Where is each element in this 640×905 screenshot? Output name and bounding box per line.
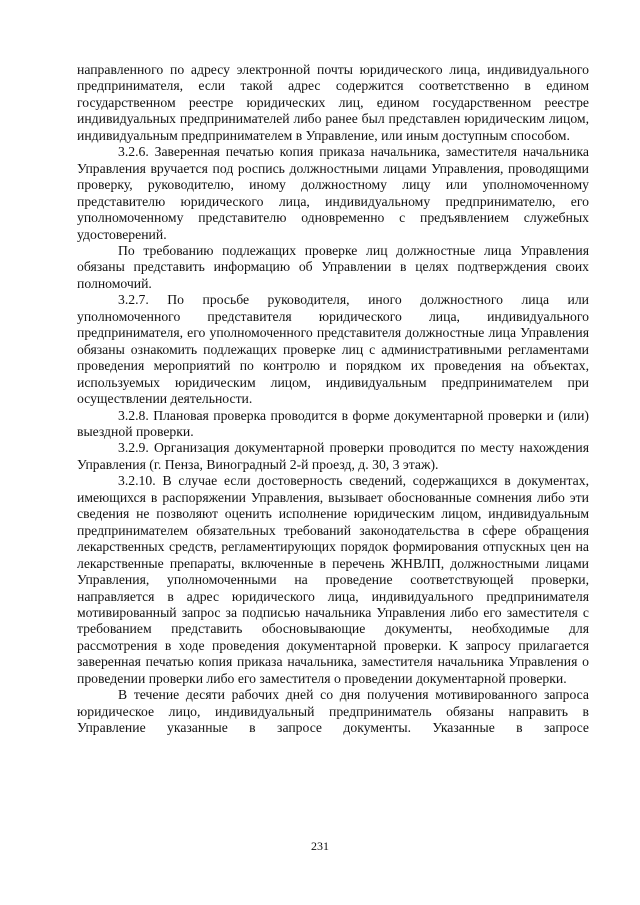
paragraph-ten-days: В течение десяти рабочих дней со дня получения мотивированного запроса юридическое лицо, индивидуальный предприниматель обязаны направить в Управление указанные в запросе документы. Указанные в запросе [77, 687, 589, 736]
page-number: 231 [311, 839, 329, 853]
paragraph-continuation: направленного по адресу электронной почты юридического лица, индивидуального предпринимателя, если такой адрес содержится соответственно в едином государственном реестре юридических лиц, едином государственном реестре индивидуальных предпринимателей либо ранее был представлен юридическим лицом, индивидуальным предпринимателем в Управление, или иным доступным способом. [77, 62, 589, 143]
document-body [77, 62, 589, 737]
paragraph-3-2-10: 3.2.10. В случае если достоверность сведений, содержащихся в документах, имеющихся в распоряжении Управления, вызывает обоснованные сомнения либо эти сведения не позволяют оценить исполнение юридическим лицом, индивидуальным предпринимателем обязательных требований законодательства в сфере обращения лекарственных средств, регламентирующих порядок формирования отпускных цен на лекарственные препараты, включенные в перечень ЖНВЛП, должностными лицами Управления, уполномоченными на проведение соответствующей проверки, направляется в адрес юридического лица, индивидуального предпринимателя мотивированный запрос за подписью начальника Управления либо его заместителя с требованием представить обосновывающие документы, необходимые для рассмотрения в ходе проведения документарной проверки. К запросу прилагается заверенная печатью копия приказа начальника, заместителя начальника Управления о проведении проверки либо его заместителя о проведении документарной проверки. [77, 473, 589, 686]
paragraph-3-2-9: 3.2.9. Организация документарной проверки проводится по месту нахождения Управления (г. Пенза, Виноградный 2-й проезд, д. 30, 3 этаж). [77, 440, 589, 472]
paragraph-3-2-6: 3.2.6. Заверенная печатью копия приказа начальника, заместителя начальника Управления вручается под роспись должностными лицами Управления, проводящими проверку, руководителю, иному должностному лицу или уполномоченному представителю юридического лица, индивидуальному предпринимателю, его уполномоченному представителю одновременно с предъявлением служебных удостоверений. [77, 144, 589, 242]
paragraph-credentials: По требованию подлежащих проверке лиц должностные лица Управления обязаны представить информацию об Управлении в целях подтверждения своих полномочий. [77, 242, 589, 291]
paragraph-3-2-8: 3.2.8. Плановая проверка проводится в форме документарной проверки и (или) выездной проверки. [77, 407, 589, 439]
paragraph-3-2-7: 3.2.7. По просьбе руководителя, иного должностного лица или уполномоченного представителя юридического лица, индивидуального предпринимателя, его уполномоченного представителя должностные лица Управления обязаны ознакомить подлежащих проверке лиц с административными регламентами проведения мероприятий по контролю и порядком их проведения на объектах, используемых юридическим лицом, индивидуальным предпринимателем при осуществлении деятельности. [77, 292, 589, 407]
